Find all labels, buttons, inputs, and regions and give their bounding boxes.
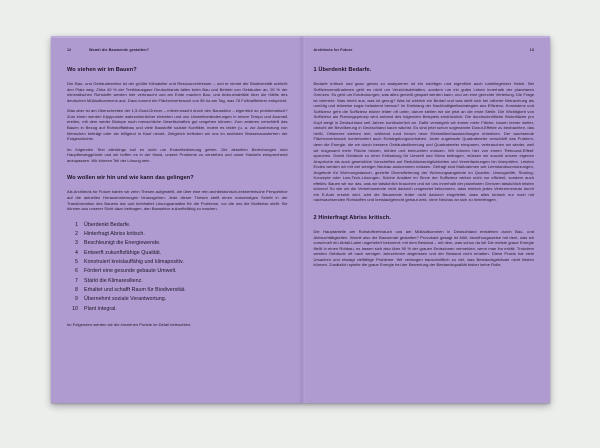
book-spread xyxy=(51,36,550,403)
right-running-head xyxy=(314,48,535,57)
thesis-item: Beschleunigt die Energiewende. xyxy=(84,240,161,247)
thesis-item: Konstruiert kreislauffähig und klimapositiv. xyxy=(84,259,184,266)
right-heading-these-1: 1 Überdenkt Bedarfe. xyxy=(313,67,372,73)
right-folio: 13 xyxy=(529,48,534,52)
right-paragraph-2: Die Hauptanteile am Rohstoffverbrauch und am Müllaufkommen in Deutschland entstehen durch Bau- und Abbruchtätigkeiten. Womit also die Bauwende gestalten? Provokant gesagt ist Müll, bezeihungsweise mit dem, was wir vorschnell ein Abfall-Label ungehefert bekommt: mit dem Bestand – mit dem, was schon da ist! Die meiste graue Energie fließt in einen Rohbau, es lassen sich also über 90 % der grauen Emissionen vermeiden, wenn man ihn erhält. Trotzdem werden Gebäude oft nach wenigen Jahrzehnten abgerissen und der Bestand nicht erhalten. Diese Praxis hat viele Ursachen und etwaigt vielfältige Probleme: Wir verlangen bauschnittlich zu viel, was Bestandsgebäude nicht leisten können. Zusätzlich spielte die graue Energie bei der Bewertung der Bestandsqualität bisher keine Rolle, xyxy=(313,229,534,268)
left-running-head xyxy=(67,48,288,57)
thesis-item: Stärkt die Klimaresilienz. xyxy=(84,277,143,284)
thesis-item: Erhaltet und schafft Raum für Biodiversität. xyxy=(84,287,186,294)
thesis-item: Übernehmt soziale Verantwortung. xyxy=(84,296,167,303)
thesis-item: Plant integral. xyxy=(84,305,117,312)
left-paragraph-1: Der Bau- und Gebäudesektor ist der größte Klimakiller und Ressourcenfresser – und er nimmt der Biodiversität schlicht den Platz weg. Zirka 40 % der Treibhausgase Deutschlands fallen beim Bau und Betrieb von Gebäuden an, 90 % der mineralischen Rohstoffe werden hier verbraucht und am Ende machen Bau- und Abbruchabfälle über die Hälfte des deutschen Müllaufkommens aus. Dazu kommt ein Flächenverbrauch von 55 ha am Tag, was 78 Fußballfeldern entspricht. xyxy=(67,81,288,103)
right-heading-these-2: 2 Hinterfragt Abriss kritisch. xyxy=(313,215,391,222)
right-page xyxy=(301,36,551,403)
thesis-item: Überdenkt Bedarfe. xyxy=(84,221,131,228)
thesis-item: Entwerft zukunftsfähige Qualität. xyxy=(84,249,162,256)
left-outro-text: Im Folgenden werden wir die einzelnen Punkte im Detail beleuchten. xyxy=(67,322,192,328)
left-paragraph-4: Als Architects for Future haben wir zehn Thesen aufgestellt, die über eine rein architektonisch-entwerferische Perspektive auf die aktuellen Herausforderungen hinausgehen. Jede dieser Thesen stellt einen notwendigen Schritt in der Transformation des Bauens dar und beinhaltet Lösungsansätze für die Probleme, vor die uns die Multikrise stellt. Sie können aus unserer Sicht dazu beitragen, den Bausektor zukunftsfähig zu machen. xyxy=(67,189,288,212)
thesis-item: Fördert eine gesunde gebaute Umwelt. xyxy=(84,268,177,275)
left-paragraph-2: Was aber ist am Überschreiten der 1,5-Grad-Grenze – mitverursacht durch den Bausektor – eigentlich so problematisch? Zum einen werden Kipppunkte wahrscheinlicher eintreten und uns Umweltveränderungen in einem Tempo und Ausmaß ereilen, mit dem weder Biotope noch menschliche Gesellschaften gut umgehen können. Zum anderen verschärft das Bauen in Bezug auf Rohstofffabbau und viele Baustoffe soziale Konflikte, indem es leider (u. a. zur Ausbeutung von Menschen beiträgt oder sie billigend in Kauf nimmt. Zeitgleich befinden wir uns im sechsten Massenaussterben der Erdgeschichte. xyxy=(67,108,288,142)
left-heading-wo-wollen-wir-hin: Wo wollen wir hin und wie kann das gelingen? xyxy=(67,175,194,182)
thesis-item: Hinterfragt Abriss kritisch. xyxy=(84,231,145,238)
right-paragraph-1: Bedarfe kritisch und ganz genau zu analysieren ist ein wichtiger und eigentlich auch naheliegender Hebel. Bei Suffizienzmaßnahmen geht es nicht um Verzichtsdebatten, sondern um ein gutes Leben innerhalb der planetaren Grenzen. Es geht um Entdeckungen, was alles genießt gespart werden kann, und um eine gerechte Verteilung. Die Frage ist vielmehr: Was reicht aus, was ist genug? Was ist wirklich ein Bedarf und was stellt sich bei näherer Betrachtung als unnötig und teilweise sogar belastend heraus? Im Dreiklang der Nachhaltigkeitsstrategien aus Effizienz, Konsistenz und Suffizienz geht die Suffizienz bisher leider oft unter, darum stellen wir sie jetzt an die erste Stelle. Die Wichtigkeit von Suffizienz als Planungsprinzip wird anhand des folgenden Beispiels eindrücklich: Die durchschnittliche Wohnfläche pro Kopf steigt in Deutschland seit Jahren kontinuierlich an. Dafür versiegeln wir immer mehr Fläche, bauen immer weiter, obwohl die Bevölkerung in Deutschland kaum wächst. Es sind jetzt schon sogenannte Donut-Effekte zu beobachten, das heißt, Ortskerne sterben leer, während rund herum neue Einfamilienhaussiedlungen entstehen. Der wachsende Flächenverbrauch konterkariert auch Entsiegelungsvorhaben. Jeder zugebaute Quadratmeter verschärft das Problem, denn die Energie, die wir durch bessere Gebäudedämmung und Quadratmeter einsparen, verbrauchen wir wieder, weil wir insgesamt mehr Fläche heizen, kühlen und beleuchten müssen. Wir können hier von einem 'Rebound-Effekt' sprechen. Damit Gebäude zu einer Entlastung für Umwelt und Klima beitragen, müssen wir sowohl unsere eigenen Ansprüche als auch gesetzliche Vorschriften auf Reduktionsmöglichkeiten und Vereinfachungen hin überprüfen. Letzten Endes werden wir mit viel weniger Neubau auskommen müssen. Gefragt sind Maßnahmen wie Leerstandsumnutzungen, Angebote für Wohnungstausch, gezielte Diversifizierung der Wohnungsangebote im Quartier, Umzugshilfe, Sharing-Konzepte oder Low-Tech-Lösungen. Solche Ansätze im Sinne der Suffizienz wirken nicht nur effizient, sondern auch effektiv. Bauen wir nur das, was wir tatsächlich brauchen und wir uns innerhalb der planetaren Grenzen tatsächlich leisten können! So wie wir die Verkehrswende nicht dadurch umgesetzt bekommen, dass einfach jedes Verbrennerauto durch ein E-Auto ersetzt wird, wird die Bauwende leider nicht dadurch eingeleitet, dass alles einfach nur noch mit nachwachsenden Rohstoffen und kreislaufgerecht gebaut wird, ohne Neubau an sich zu hinterfragen. xyxy=(313,81,535,203)
left-heading-wo-stehen-wir: Wo stehen wir im Bauen? xyxy=(67,67,137,73)
left-paragraph-3: Im folgenden Text allerdings soll es nicht um Endzeitstimmung gehen. Die aktuellen Bedrohungen sind Hauptbeweggründe und wir hoffen es in der Hand, unsere Probleme zu verstehen und unser Handeln entsprechend anzupassen. Wir können Teil der Lösung sein. xyxy=(67,146,288,163)
left-running-title: Womit die Bauwende gestalten? xyxy=(89,48,149,52)
right-running-title: Architects for Future xyxy=(313,48,353,52)
left-page xyxy=(51,36,301,403)
left-folio: 12 xyxy=(67,48,72,52)
theses-list xyxy=(67,221,288,314)
